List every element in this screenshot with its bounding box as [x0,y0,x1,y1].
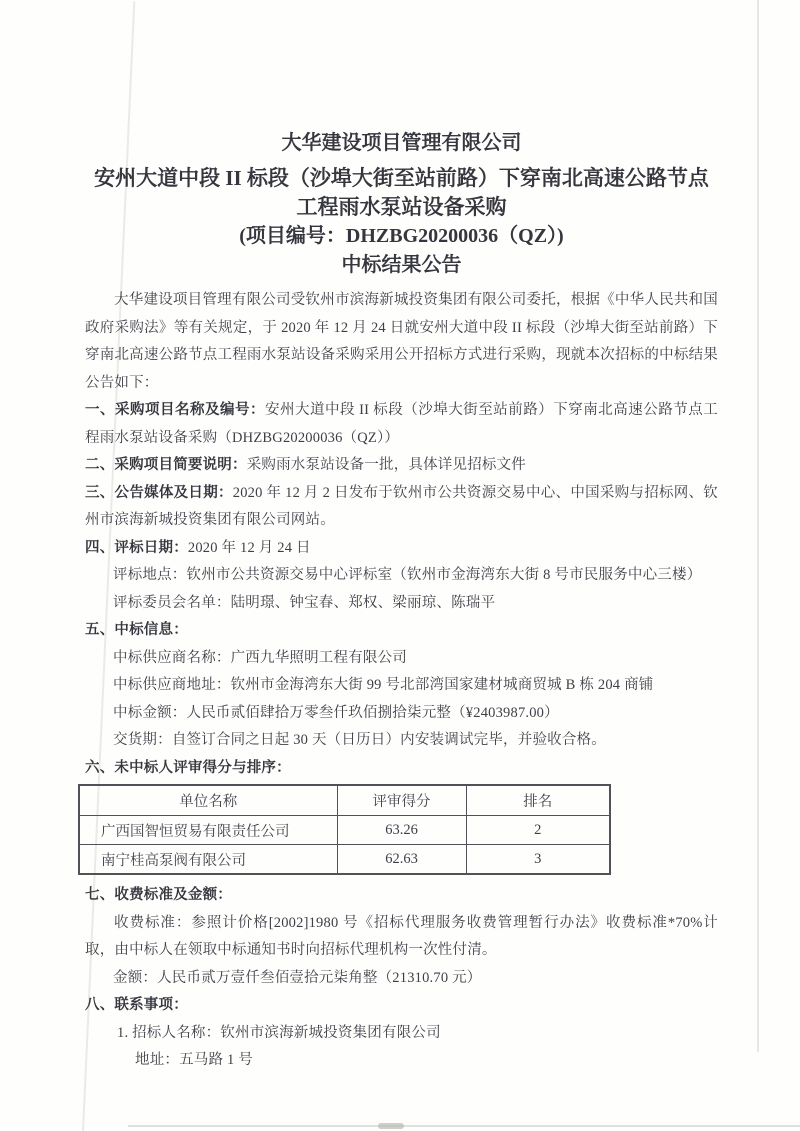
section-2-project-summary [85,452,718,480]
bidder-company-name: 南宁桂高泵阀有限公司 [79,845,337,875]
tenderer-name-value: 钦州市滨海新城投资集团有限公司 [220,1024,441,1041]
section-5-label: 五、中标信息： [85,622,188,638]
section-1-text: 安州大道中段 II 标段（沙埠大街至站前路）下穿南北高速公路节点工程雨水泵站设备采购（DHZBG20200036（QZ）） [85,402,718,446]
winner-address-label: 中标供应商地址： [113,677,231,693]
section-4-committee [85,590,718,618]
delivery-period-line [85,727,718,755]
intro-paragraph: 大华建设项目管理有限公司受钦州市滨海新城投资集团有限公司委托，根据《中华人民共和国政府采购法》等有关规定，于 2020 年 12 月 24 日就安州大道中段 II 标段（沙埠大街至站前路）下穿南北高速公路节点工程雨水泵站设备采购采用公开招标方式进行采购，现就本次招标的中标结果公告如下： [85,292,718,391]
col-header-rank: 排名 [466,785,610,816]
section-7-label: 七、收费标准及金额： [85,887,232,903]
section-8-label: 八、联系事项： [85,997,188,1013]
tenderer-address-value: 五马路 1 号 [179,1052,254,1068]
delivery-period-label: 交货期： [113,732,172,748]
section-6-heading [85,755,718,783]
project-number: (项目编号：DHZBG20200036（QZ）) [239,225,564,247]
winner-name-value: 广西九华照明工程有限公司 [230,649,408,666]
section-5-heading [85,617,718,645]
section-3-text: 2020 年 12 月 2 日发布于钦州市公共资源交易中心、中国采购与招标网、钦州市滨海新城投资集团有限公司网站。 [85,484,719,528]
losing-bidders-score-table [78,784,611,875]
section-2-label: 二、采购项目简要说明： [85,457,247,473]
table-header-row [79,785,610,816]
fee-amount-label: 金额： [113,969,158,986]
eval-location-label: 评标地点： [113,567,187,583]
winner-amount-line [85,700,718,728]
tenderer-name-label: 1. 招标人名称： [117,1024,221,1041]
bidder-score: 62.63 [337,845,466,875]
committee-names: 陆明璟、钟宝春、郑权、梁丽琼、陈瑞平 [230,594,496,611]
bidder-rank: 2 [466,816,610,845]
section-7-heading [85,882,718,910]
delivery-period-value: 自签订合同之日起 30 天（日历日）内安装调试完毕，并验收合格。 [171,732,606,748]
col-header-company-name: 单位名称 [79,785,337,816]
bidder-score: 63.26 [337,816,466,845]
table-row [79,845,610,875]
fee-standard-text: 参照计价格[2002]1980 号《招标代理服务收费管理暂行办法》收费标准*70%计取，由中标人在领取中标通知书时向招标代理机构一次性付清。 [85,914,719,958]
section-3-media-date [85,480,718,535]
winner-amount-label: 中标金额： [113,704,187,721]
fee-amount-line [85,965,718,993]
winner-address-value: 钦州市金海湾东大街 99 号北部湾国家建材城商贸城 B 栋 204 商铺 [230,677,654,693]
section-2-text: 采购雨水泵站设备一批，具体详见招标文件 [246,457,527,473]
section-1-label: 一、采购项目名称及编号： [85,402,265,418]
tenderer-address-label: 地址： [135,1052,180,1068]
winner-address-line [85,672,718,700]
scan-edge-bottom [128,1125,800,1127]
winner-name-label: 中标供应商名称： [113,649,231,666]
section-3-label: 三、公告媒体及日期： [85,484,233,501]
winner-name-line [85,645,718,673]
tenderer-address-line [85,1047,718,1075]
fee-standard-label: 收费标准： [114,914,192,931]
tenderer-name-line [85,1020,718,1048]
section-4-eval-location [85,562,718,590]
bidder-rank: 3 [466,845,610,875]
org-name-title: 大华建设项目管理有限公司 [281,132,522,154]
table-row [79,816,610,845]
section-4-label: 四、评标日期： [85,539,188,556]
winner-amount-value: 人民币贰佰肆拾万零叁仟玖佰捌拾柒元整（¥2403987.00） [186,704,559,721]
scan-smudge [378,1123,404,1129]
section-8-heading [85,992,718,1020]
section-4-eval-date [85,535,718,563]
eval-location-value: 钦州市公共资源交易中心评标室（钦州市金海湾东大街 8 号市民服务中心三楼） [186,567,702,583]
col-header-review-score: 评审得分 [337,785,466,816]
section-1-project-name [85,397,718,452]
fee-amount-value: 人民币贰万壹仟叁佰壹拾元柒角整（21310.70 元） [157,969,482,986]
section-6-label: 六、未中标人评审得分与排序： [85,759,291,776]
project-title: 安州大道中段 II 标段（沙埠大街至站前路）下穿南北高速公路节点工程雨水泵站设备采购 [94,166,709,219]
fee-standard-paragraph [85,910,718,965]
section-4-date: 2020 年 12 月 24 日 [187,539,311,556]
committee-label: 评标委员会名单： [113,594,231,611]
announcement-type-title: 中标结果公告 [341,254,462,276]
bidder-company-name: 广西国智恒贸易有限责任公司 [79,816,337,845]
